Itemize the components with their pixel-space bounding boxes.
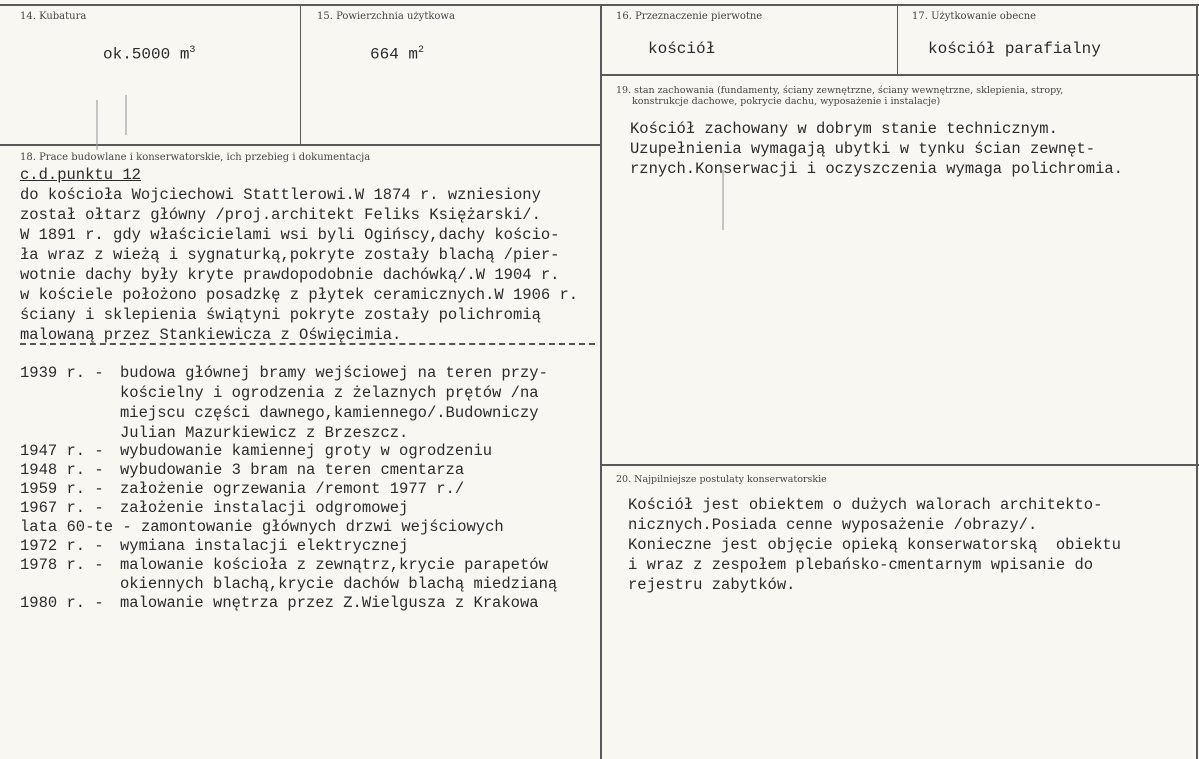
- chronology-year: 1980 r. -: [20, 594, 104, 612]
- right-edge: [1196, 4, 1198, 759]
- field-17-label: 17. Użytkowanie obecne: [912, 11, 1037, 22]
- postulate-line: i wraz z zespołem plebańsko-cmentarnym wpisanie do: [628, 556, 1094, 574]
- chronology-text: założenie instalacji odgromowej: [120, 499, 409, 517]
- history-line: został ołtarz główny /proj.architekt Feliks Księżarski/.: [20, 206, 541, 224]
- postulate-line: Konieczne jest objęcie opieką konserwatorską obiektu: [628, 536, 1121, 554]
- condition-line: rznych.Konserwacji i oczyszczenia wymaga polichromia.: [630, 160, 1123, 178]
- chronology-text: malowanie kościoła z zewnątrz,krycie parapetów: [120, 556, 548, 574]
- field-19-label-cont: konstrukcje dachowe, pokrycie dachu, wyposażenie i instalacje): [632, 96, 941, 107]
- history-line: do kościoła Wojciechowi Stattlerowi.W 1874 r. wzniesiony: [20, 186, 541, 204]
- chronology-year: 1948 r. -: [20, 461, 104, 479]
- chronology-row-cont: Julian Mazurkiewicz z Brzeszcz.: [120, 424, 409, 442]
- condition-line: Kościół zachowany w dobrym stanie technicznym.: [630, 120, 1058, 138]
- condition-line: Uzupełnienia wymagają ubytki w tynku ścian zewnęt-: [630, 140, 1096, 158]
- section-separator: [20, 343, 595, 345]
- field-18-label: 18. Prace budowlane i konserwatorskie, ich przebieg i dokumentacja: [20, 152, 371, 163]
- chronology-text: budowa głównej bramy wejściowej na teren przy-: [120, 364, 548, 382]
- scan-mark: [125, 95, 127, 135]
- chronology-year: 1947 r. -: [20, 442, 104, 460]
- right-row1-bottom: [601, 74, 1199, 76]
- postulate-line: Kościół jest obiektem o dużych walorach architekto-: [628, 496, 1103, 514]
- chronology-text: malowanie wnętrza przez Z.Wielgusza z Krakowa: [120, 594, 539, 612]
- chronology-year: 1978 r. -: [20, 556, 104, 574]
- area-value: 664 m: [370, 45, 419, 64]
- cubature-value: ok.5000 m: [103, 45, 190, 64]
- postulate-line: rejestru zabytków.: [628, 576, 796, 594]
- history-line: malowaną przez Stankiewicza z Oświęcimia.: [20, 326, 402, 344]
- chronology-row: [20, 518, 504, 536]
- chronology-text: założenie ogrzewania /remont 1977 r./: [120, 480, 465, 498]
- field-17-value: kościół parafialny: [928, 40, 1101, 58]
- right-row2-bottom: [601, 464, 1199, 466]
- field-14-value: [103, 45, 195, 63]
- history-line: ła wraz z wieżą i sygnaturką,pokryte zostały blachą /pier-: [20, 246, 560, 264]
- field-16-label: 16. Przeznaczenie pierwotne: [616, 11, 763, 22]
- history-line: W 1891 r. gdy właścicielami wsi byli Ogińscy,dachy kościo-: [20, 226, 560, 244]
- chronology-text: wybudowanie 3 bram na teren cmentarza: [120, 461, 465, 479]
- chronology-year: 1972 r. -: [20, 537, 104, 555]
- chronology-row-cont: miejscu części dawnego,kamiennego/.Budowniczy: [120, 404, 539, 422]
- field-14-label: 14. Kubatura: [20, 11, 87, 22]
- chronology-row: [20, 499, 408, 517]
- field-20-label: 20. Najpilniejsze postulaty konserwatorskie: [616, 474, 827, 485]
- chronology-year: 1967 r. -: [20, 499, 104, 517]
- history-line: ściany i sklepienia świątyni pokryte zostały polichromią: [20, 306, 541, 324]
- scan-mark: [722, 170, 724, 230]
- history-line: w kościele położono posadzkę z płytek ceramicznych.W 1906 r.: [20, 286, 579, 304]
- continuation-heading: c.d.punktu 12: [20, 166, 141, 184]
- field-19-label: 19. stan zachowania (fundamenty, ściany zewnętrzne, ściany wewnętrzne, sklepienia, stropy,: [616, 85, 1064, 96]
- area-unit-exponent: 2: [418, 45, 425, 56]
- field-16-value: kościół: [648, 40, 716, 58]
- chronology-year: lata 60-te -: [20, 518, 132, 536]
- field-15-label: 15. Powierzchnia użytkowa: [317, 11, 455, 22]
- chronology-row: [20, 461, 464, 479]
- chronology-text: wybudowanie kamiennej groty w ogrodzeniu: [120, 442, 493, 460]
- chronology-row: [20, 442, 492, 460]
- box16-17-divider: [897, 4, 898, 74]
- field-15-value: [370, 45, 424, 63]
- chronology-row-cont: okiennych blachą,krycie dachów blachą miedzianą: [120, 575, 558, 593]
- box14-15-divider: [300, 4, 301, 144]
- chronology-text: wymiana instalacji elektrycznej: [120, 537, 409, 555]
- history-line: wotnie dachy były kryte prawdopodobnie dachówką/.W 1904 r.: [20, 266, 560, 284]
- chronology-row: [20, 537, 408, 555]
- cubature-unit-exponent: 3: [189, 45, 196, 56]
- chronology-row: [20, 594, 539, 612]
- chronology-year: 1939 r. -: [20, 364, 104, 382]
- postulate-line: nicznych.Posiada cenne wyposażenie /obrazy/.: [628, 516, 1038, 534]
- left-column-divider: [600, 4, 602, 759]
- chronology-text: zamontowanie głównych drzwi wejściowych: [140, 518, 504, 536]
- chronology-year: 1959 r. -: [20, 480, 104, 498]
- left-row1-bottom: [0, 144, 601, 146]
- chronology-row: [20, 480, 464, 498]
- chronology-row: [20, 364, 548, 382]
- chronology-row: [20, 556, 548, 574]
- chronology-row-cont: kościelny i ogrodzenia z żelaznych prętów /na: [120, 384, 539, 402]
- scan-mark: [96, 100, 98, 150]
